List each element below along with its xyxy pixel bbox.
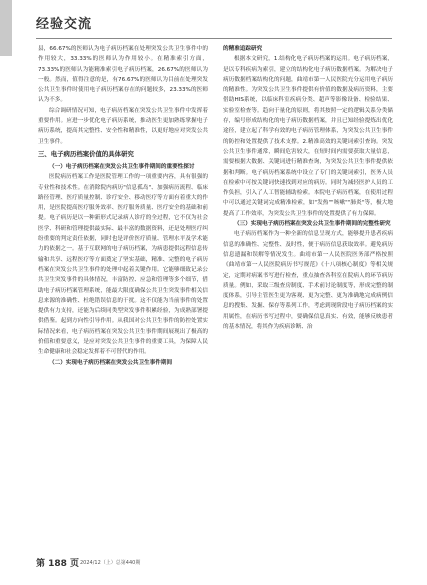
right-column <box>223 44 393 332</box>
paragraph: 医院病历档案工作是医院管理工作的一项重要内容，具有很强的专业性和技术性。在消除院内病历"信息孤岛"、加强病历流程、临床路径管理、医疗质量控制、诊疗安全、移动医疗等方面有着重大的作用，是医院提高医疗服务效率、医疗服务质量、医疗安全的基础和前提。电子病历是以一种新形式记录病人诊疗的全过程，它不仅为社会医学、科研和管理提供最实际、最丰富的数据资料，还是处理医疗纠纷重要的判定责任依据，同时也是评价医疗质量、管理水平及学术能力的依据之一。基于互联网的电子病历档案，为病患提供远程信息传输和共享、远程医疗等方面奠定了坚实基础，精准、完整的电子病历档案在突发公共卫生事件的处理中起着关键作用。它能够细致记录公共卫生突发事件的具体情况，丰富防控、应急和管理等多个细节，借助电子病历档案管理系统，能最大限度确保公共卫生突发事件相关信息来源的准确性、杜绝错误信息的干扰。这不仅能为当前事件的处置提供有力支持，还能为后续同类型突发事件积累经验，为成熟部署提供借鉴。起到方向性引导作用。从我国对公共卫生事件的防控处置实际情况来看，电子病历档案在突发公共卫生事件期间展现出了极高的价值和重要意义，是应对突发公共卫生事件的重要工具，为保障人民生命健康和社会稳定发挥着不可替代的作用。 <box>38 174 208 356</box>
subsection-heading-continued: 的精准追踪研究 <box>223 46 263 52</box>
issue-info: 2024/12（上）总第440期 <box>80 560 141 566</box>
paragraph: 综合调研情况可知，电子病历档案在突发公共卫生事件中发挥着重要作用。应进一步优化电子病历系统，推动医生更加熟练掌握电子病历系统，提高其完整性、安全性和精准性，以更好地应对突发公共卫生事件。 <box>38 107 208 145</box>
section-heading: 三、电子病历档案价值的具体研究 <box>38 149 134 158</box>
header-decoration-block <box>0 0 12 56</box>
paragraph: 根据本文研究，1.结构化电子病历档案的运用。电子病历档案，是以专科疾病为索引，建立的结构化电子病历数据档案。为解决电子病历数据档案结构化的问题，曲靖市第一人民医院充分运用电子病历的精准性。为突发公共卫生事件提供有价值的数据及病历资料，主要借助HIS系统，以临床科室疾病分类、超声等影像设备、检验结果、实验室检查等。趋向于量化的原则，将其按照一定的逻辑关系分类储存，编号形成结构化的电子病历数据档案，并且已知经验提炼出优化途径，建立起了科学有效的电子病历管理体系，为突发公共卫生事件的防控和处置提供了技术支撑。2.精准高效的关键词索引查询。突发公共卫生事件通常，瞬间危害较大，在短时间内需要获取大量信息，需要根据大数据、关键词进行精准查询，为突发公共卫生事件提供依据和判断。电子病历档案系统中设立了专门的关键词索引，医务人员在检索中可按关键词快速找到对应的病历。同时为减轻医护人员的工作负担，引入了人工智能辅助检索。本院电子病历档案，在使用过程中可以通过关键词完成精准检索，如"发热""咳嗽""肺炎"等，极大地提高了工作效率，为突发公共卫生事件的处置提供了有力保障。 <box>223 56 393 217</box>
subsection-heading: （一）电子病历档案在突发公共卫生事件期间的重要性探讨 <box>49 163 195 170</box>
paragraph: 县，66.67%的医师认为电子病历档案在处理突发公共卫生事件中的作用较大，33.33%的医师认为作用较小。在精准索引方面，73.33%的医师认为能精准索引电子病历档案，26.67%的医师认为一般。然而，值得注意的是，有76.67%的医师认为目前在处理突发公共卫生事件时使用电子病历档案存在的问题较多，23.33%的医师认为不多。 <box>38 46 208 104</box>
page-header <box>0 0 427 30</box>
paragraph: 电子病历档案作为一种全新的信息呈现方式，能够提升患者疾病信息的准确性、完整性、及时性，便于病历信息获取效率。避免病历信息遗漏和误解等情况发生。曲靖市第一人民医院医务部严格按照《曲靖市第一人民医院病历书写规范》《十八项核心制度》等相关规定，定期对病案书写进行检查，重点抽查各科室在院病人的环节病历质量。例如，采取三级查房制度、手术前讨论制度等，形成完整的制度体系，引导主管医生更为客观、更为完整、更为准确地完成病例信息的搜集、发掘、保存等系列工作，考虑到现阶段电子病历档案的实用属性，在病历书写过程中，要确保信息真实、有效，能够反映患者的基本情况，将其作为疾病诊断、治 <box>223 231 393 331</box>
header-divider <box>36 38 392 39</box>
section-title: 经验交流 <box>36 17 93 32</box>
subsection-heading: （二）实现电子病历档案在突发公共卫生事件期间 <box>49 359 173 366</box>
subsection-heading: （三）实现电子病历档案在突发公共卫生事件期间的完整性研究 <box>234 221 391 228</box>
page-number: 第 188 页 <box>36 559 80 569</box>
page-footer <box>36 556 396 570</box>
left-column <box>38 44 208 368</box>
